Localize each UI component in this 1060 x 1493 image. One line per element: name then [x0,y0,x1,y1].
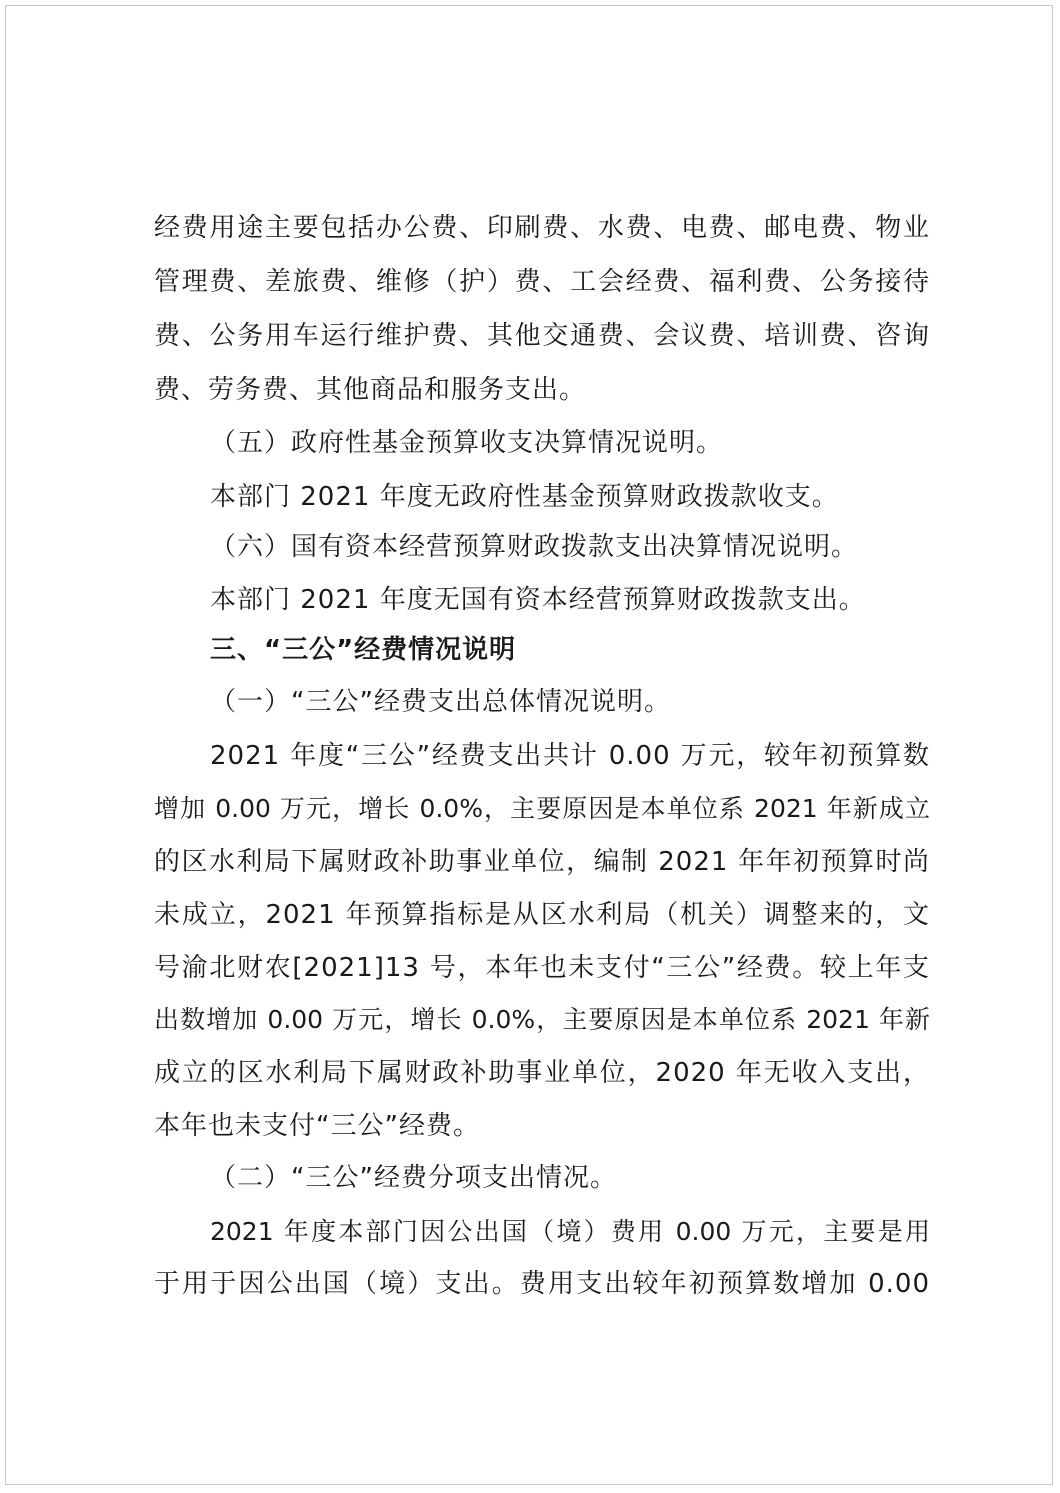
paragraph-line: 未成立，2021 年预算指标是从区水利局（机关）调整来的，文 [154,900,930,930]
paragraph-line: 号渝北财农[2021]13 号，本年也未支付“三公”经费。较上年支 [154,953,930,983]
section-heading-one: （一）“三公”经费支出总体情况说明。 [210,687,671,717]
paragraph-line: 经费用途主要包括办公费、印刷费、水费、电费、邮电费、物业 [154,213,930,243]
paragraph-line: 2021 年度本部门因公出国（境）费用 0.00 万元，主要是用 [210,1217,930,1246]
paragraph-line: 本部门 2021 年度无政府性基金预算财政拨款收支。 [210,482,839,512]
paragraph-line: 费、公务用车运行维护费、其他交通费、会议费、培训费、咨询 [154,321,930,351]
paragraph-line: 于用于因公出国（境）支出。费用支出较年初预算数增加 0.00 [154,1269,930,1299]
paragraph-line: 的区水利局下属财政补助事业单位，编制 2021 年年初预算时尚 [154,847,930,877]
paragraph-line: 成立的区水利局下属财政补助事业单位，2020 年无收入支出， [154,1058,930,1088]
section-heading-five: （五）政府性基金预算收支决算情况说明。 [210,428,724,458]
section-heading-three: 三、“三公”经费情况说明 [210,635,517,665]
paragraph-line: 管理费、差旅费、维修（护）费、工会经费、福利费、公务接待 [154,267,930,297]
document-page [5,5,1053,1485]
paragraph-line: 出数增加 0.00 万元，增长 0.0%，主要原因是本单位系 2021 年新 [154,1005,930,1034]
paragraph-line: 本部门 2021 年度无国有资本经营预算财政拨款支出。 [210,585,866,615]
paragraph-line: 2021 年度“三公”经费支出共计 0.00 万元，较年初预算数 [210,741,930,771]
paragraph-line: 增加 0.00 万元，增长 0.0%，主要原因是本单位系 2021 年新成立 [154,794,930,823]
section-heading-six: （六）国有资本经营预算财政拨款支出决算情况说明。 [210,532,859,562]
section-heading-two: （二）“三公”经费分项支出情况。 [210,1163,617,1193]
paragraph-line: 费、劳务费、其他商品和服务支出。 [154,375,587,405]
paragraph-line: 本年也未支付“三公”经费。 [154,1111,480,1141]
